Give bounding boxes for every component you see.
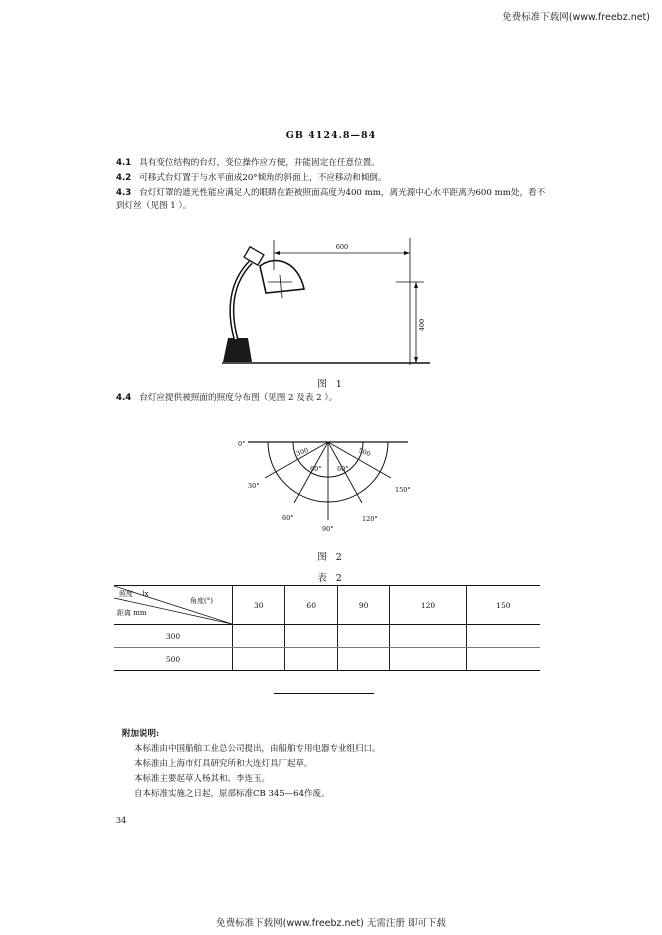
column-header: 150	[466, 586, 540, 625]
angle-label-120: 120°	[362, 515, 378, 523]
radius-label-500: 500	[357, 446, 372, 459]
notes-line: 本标准由上海市灯具研究所和大连灯具厂起草。	[134, 759, 313, 769]
figure-1-caption: 图 1	[317, 379, 345, 390]
page-number: 34	[116, 816, 127, 825]
radius-label-300: 300	[294, 446, 310, 458]
header-diagonal-cell	[114, 586, 233, 625]
table-2	[114, 586, 540, 671]
column-header: 120	[390, 586, 466, 625]
row-header: 300	[114, 625, 233, 648]
clause-number: 4.3	[116, 188, 132, 198]
angle-label-inner-left: 60°	[310, 465, 322, 473]
table-header-row	[114, 586, 540, 625]
angle-label-30: 30°	[248, 482, 260, 490]
angle-label-0: 0°	[238, 440, 246, 448]
table-cell	[285, 648, 337, 671]
table-row	[114, 625, 540, 648]
watermark-header: 免费标准下载网(www.freebz.net)	[502, 12, 650, 23]
header-angle: 角度(°)	[190, 597, 213, 605]
table-cell	[466, 625, 540, 648]
table-cell	[337, 625, 389, 648]
column-header: 60	[285, 586, 337, 625]
table-cell	[233, 625, 285, 648]
header-illuminance: 照度 lx	[119, 590, 149, 598]
separator-rule	[274, 693, 374, 694]
notes-line: 自本标准实施之日起，原部标准CB 345—64作废。	[134, 789, 330, 799]
column-header: 30	[233, 586, 285, 625]
notes-line: 本标准主要起草人杨其和、李连玉。	[134, 774, 271, 784]
table-cell	[466, 648, 540, 671]
figure-2-caption: 图 2	[317, 552, 345, 563]
additional-notes	[122, 727, 554, 802]
header-distance: 距离 mm	[117, 609, 147, 617]
table-cell	[285, 625, 337, 648]
clause-text: 台灯应提供被照面的照度分布图（见图 2 及表 2 ）。	[139, 393, 338, 403]
table-2-title: 表 2	[317, 573, 345, 584]
notes-line: 本标准由中国船舶工业总公司提出，由船舶专用电器专业组归口。	[134, 744, 381, 754]
clause-text: 可移式台灯置于与水平面成20°倾角的斜面上，不应移动和倾倒。	[139, 173, 387, 183]
clause-number: 4.4	[116, 393, 132, 403]
clause-number: 4.1	[116, 158, 132, 168]
angle-label-90: 90°	[322, 525, 334, 533]
dimension-label-400: 400	[418, 318, 426, 332]
standard-number: GB 4124.8—84	[285, 130, 377, 141]
table-row	[114, 648, 540, 671]
table-cell	[337, 648, 389, 671]
clause-text: 台灯灯罩的遮光性能应满足人的眼睛在距被照面高度为400 mm，离光源中心水平距离为600 mm处，看不到灯丝（见图 1 ）。	[116, 188, 546, 211]
angle-label-inner-right: 60°	[337, 465, 349, 473]
table-cell	[390, 625, 466, 648]
clause-text: 具有变位结构的台灯，变位操作应方便，并能固定在任意位置。	[139, 158, 380, 168]
row-header: 500	[114, 648, 233, 671]
column-header: 90	[337, 586, 389, 625]
dimension-label-600: 600	[335, 243, 349, 251]
angle-label-150: 150°	[395, 486, 411, 494]
watermark-footer: 免费标准下载网(www.freebz.net) 无需注册 即可下载	[216, 918, 446, 929]
clause-number: 4.2	[116, 173, 132, 183]
table-cell	[233, 648, 285, 671]
angle-label-60: 60°	[282, 514, 294, 522]
table-cell	[390, 648, 466, 671]
notes-title: 附加说明:	[122, 729, 160, 739]
